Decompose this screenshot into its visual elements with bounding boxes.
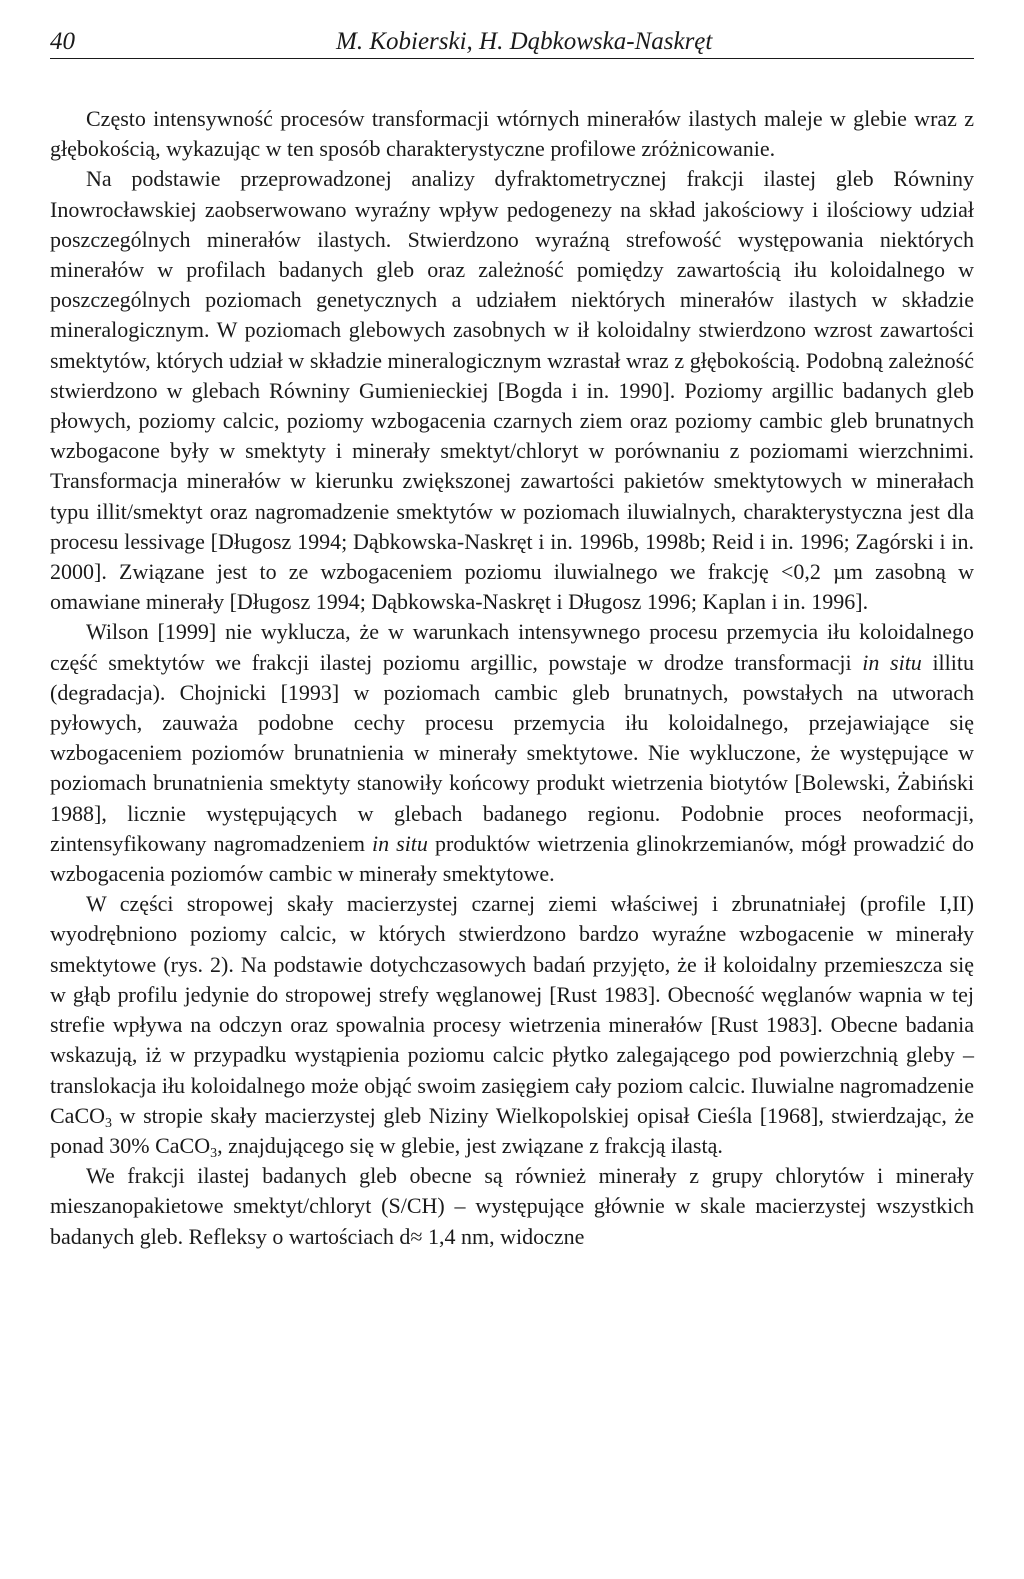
- running-header: [50, 26, 974, 59]
- text-run: illitu (degradacja). Chojnicki [1993] w poziomach cambic gleb brunatnych, powstałych na utworach pyłowych, zauważa podobne cechy procesu przemycia iłu koloidalnego, przejawiające się wzbogaceniem poziomów brunatnienia w minerały smektytowe. Nie wykluczone, że występujące w poziomach brunatnienia smektyty stanowiły końcowy produkt wietrzenia biotytów [Bolewski, Żabiński 1988], licznie występujących w glebach badanego regionu. Podobnie proces neoformacji, zintensyfikowany nagromadzeniem: [50, 649, 974, 856]
- paragraph: We frakcji ilastej badanych gleb obecne są również minerały z grupy chlorytów i minerały mieszanopakietowe smektyt/chloryt (S/CH) – występujące głównie w skale macierzystej wszystkich badanych gleb. Refleksy o wartościach d≈ 1,4 nm, widoczne: [50, 1163, 974, 1249]
- paragraph: Często intensywność procesów transformacji wtórnych minerałów ilastych maleje w glebie wraz z głębokością, wykazując w ten sposób charakterystyczne profilowe zróżnicowanie.: [50, 106, 974, 162]
- italic-term: in situ: [862, 649, 922, 675]
- subscript: 3: [210, 1145, 218, 1161]
- running-header-authors: M. Kobierski, H. Dąbkowska-Naskręt: [336, 28, 713, 55]
- body-text: [50, 104, 974, 1252]
- paragraph: [50, 617, 974, 889]
- text-run: , znajdującego się w glebie, jest związane z frakcją ilastą.: [217, 1132, 723, 1158]
- paragraph: [50, 889, 974, 1161]
- text-run: w stropie skały macierzystej gleb Niziny Wielkopolskiej opisał Cieśla [1968], stwierdzając, że ponad 30% CaCO: [50, 1102, 974, 1158]
- page-number: 40: [50, 28, 75, 55]
- text-run: produktów wietrzenia glinokrzemianów, mógł prowadzić do wzbogacenia poziomów cambic w minerały smektytowe.: [50, 830, 974, 887]
- italic-term: in situ: [371, 830, 428, 856]
- text-run: W części stropowej skały macierzystej czarnej ziemi właściwej i zbrunatniałej (profile I,II) wyodrębniono poziomy calcic, w których stwierdzono bardzo wyraźne wzbogacenie w minerały smektytowe (rys. 2). Na podstawie dotychczasowych badań przyjęto, że ił koloidalny przemieszcza się w głąb profilu jedynie do stropowej strefy węglanowej [Rust 1983]. Obecność węglanów wapnia w tej strefie wpływa na odczyn oraz spowalnia procesy wietrzenia minerałów [Rust 1983]. Obecne badania wskazują, iż w przypadku wystąpienia poziomu calcic płytko zalegającego pod powierzchnią gleby – translokacja iłu koloidalnego może objąć swoim zasięgiem cały poziom calcic. Iluwialne nagromadzenie CaCO: [50, 891, 974, 1128]
- subscript: 3: [105, 1115, 112, 1131]
- text-run: Wilson [1999] nie wyklucza, że w warunkach intensywnego procesu przemycia iłu koloidalnego część smektytów we frakcji ilastej poziomu argillic, powstaje w drodze transformacji: [50, 619, 974, 675]
- paragraph: Na podstawie przeprowadzonej analizy dyfraktometrycznej frakcji ilastej gleb Równiny Inowrocławskiej zaobserwowano wyraźny wpływ pedogenezy na skład jakościowy i ilościowy udział poszczególnych minerałów ilastych. Stwierdzono wyraźną strefowość występowania niektórych minerałów w profilach badanych gleb oraz zależność pomiędzy zawartością iłu koloidalnego w poszczególnych poziomach genetycznych a udziałem niektórych minerałów ilastych w składzie mineralogicznym. W poziomach glebowych zasobnych w ił koloidalny stwierdzono wzrost zawartości smektytów, których udział w składzie mineralogicznym wzrastał wraz z głębokością. Podobną zależność stwierdzono w glebach Równiny Gumienieckiej [Bogda i in. 1990]. Poziomy argillic badanych gleb płowych, poziomy calcic, poziomy wzbogacenia czarnych ziem oraz poziomy cambic gleb brunatnych wzbogacone były w smektyty i minerały smektyt/chloryt w porównaniu z poziomami wierzchnimi. Transformacja minerałów w kierunku zwiększonej zawartości pakietów smektytowych w minerałach typu illit/smektyt oraz nagromadzenie smektytów w poziomach iluwialnych, charakterystyczna jest dla procesu lessivage [Długosz 1994; Dąbkowska-Naskręt i in. 1996b, 1998b; Reid i in. 1996; Zagórski i in. 2000]. Związane jest to ze wzbogaceniem poziomu iluwialnego we frakcję <0,2 µm zasobną w omawiane minerały [Długosz 1994; Dąbkowska-Naskręt i Długosz 1996; Kaplan i in. 1996].: [50, 166, 974, 615]
